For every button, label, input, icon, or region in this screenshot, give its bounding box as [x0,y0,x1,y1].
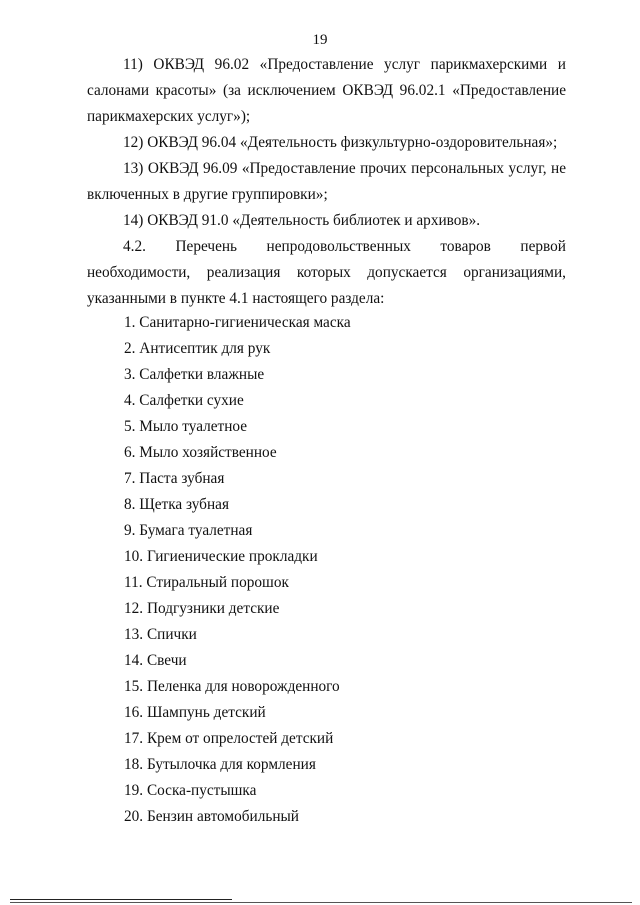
paragraph-section-4-2 [87,234,566,312]
goods-list [124,310,351,830]
paragraph-text: 4.2. Перечень непродовольственных товаров первой необходимости, реализация которых допускается организациями, указанными в пункте 4.1 настоящего раздела: [87,238,566,307]
list-item: 17. Крем от опрелостей детский [124,730,334,747]
list-item: 14. Свечи [124,652,187,669]
paragraph-item-11 [87,52,566,130]
list-item: 3. Салфетки влажные [124,366,265,383]
page-bottom-edge [10,902,632,903]
paragraph-item-13 [87,156,566,208]
footer-divider [10,899,232,900]
list-item: 18. Бутылочка для кормления [124,756,316,773]
list-item: 4. Салфетки сухие [124,392,244,409]
list-item: 10. Гигиенические прокладки [124,548,318,565]
paragraph-text: 14) ОКВЭД 91.0 «Деятельность библиотек и архивов». [123,212,481,229]
list-item: 16. Шампунь детский [124,704,266,721]
page-number: 19 [312,32,328,48]
paragraph-text: 11) ОКВЭД 96.02 «Предоставление услуг парикмахерскими и салонами красоты» (за исключением ОКВЭД 96.02.1 «Предоставление парикмахерских услуг»); [87,56,566,125]
list-item: 13. Спички [124,626,197,643]
list-item: 2. Антисептик для рук [124,340,271,357]
paragraph-item-12 [87,130,566,156]
list-item: 6. Мыло хозяйственное [124,444,277,461]
list-item: 1. Санитарно-гигиеническая маска [124,314,351,331]
list-item: 8. Щетка зубная [124,496,229,513]
list-item: 12. Подгузники детские [124,600,280,617]
paragraph-text: 12) ОКВЭД 96.04 «Деятельность физкультурно-оздоровительная»; [123,134,558,151]
list-item: 9. Бумага туалетная [124,522,253,539]
list-item: 19. Соска-пустышка [124,782,257,799]
list-item: 7. Паста зубная [124,470,225,487]
list-item: 15. Пеленка для новорожденного [124,678,340,695]
paragraph-text: 13) ОКВЭД 96.09 «Предоставление прочих персональных услуг, не включенных в другие группировки»; [87,160,566,203]
list-item: 5. Мыло туалетное [124,418,248,435]
list-item: 20. Бензин автомобильный [124,808,299,825]
paragraph-item-14 [87,208,566,234]
list-item: 11. Стиральный порошок [124,574,289,591]
